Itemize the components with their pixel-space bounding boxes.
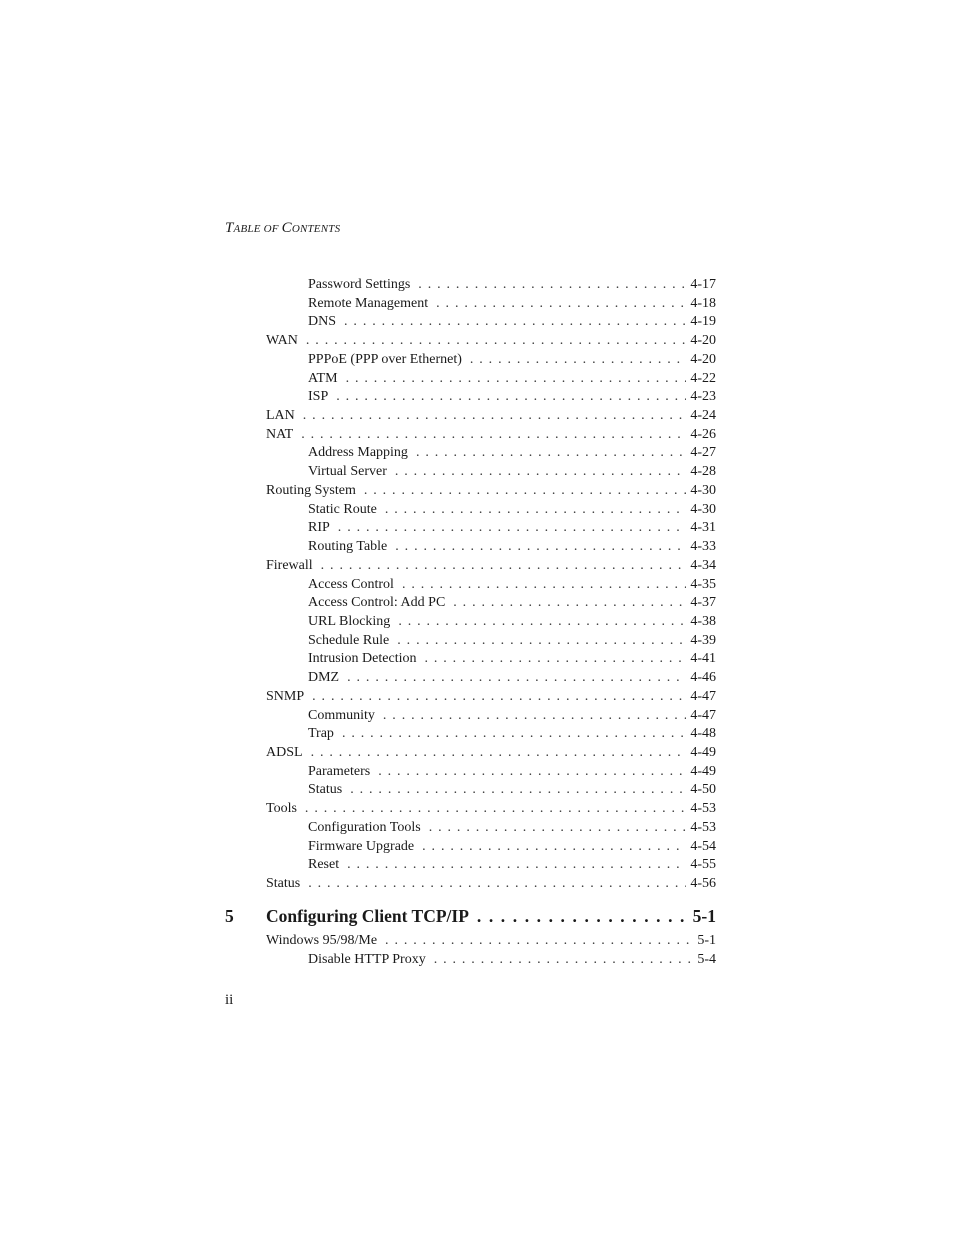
dot-leader	[347, 669, 686, 688]
dot-leader	[346, 370, 687, 389]
toc-entry-title: Schedule Rule	[308, 632, 390, 648]
toc-entry-page: 4-19	[690, 314, 716, 330]
toc-entry-title: Tools	[266, 801, 297, 817]
dot-leader	[303, 407, 687, 426]
dot-leader	[306, 332, 686, 351]
toc-entry[interactable]	[266, 856, 716, 875]
toc-entry-page: 4-31	[690, 520, 716, 536]
toc-entry-page: 4-48	[690, 726, 716, 742]
dot-leader	[378, 763, 686, 782]
dot-leader	[336, 388, 686, 407]
toc-entry-title: Community	[308, 707, 375, 723]
toc-entry-title: Reset	[308, 857, 340, 873]
toc-entry-page: 4-28	[690, 464, 716, 480]
toc-entry[interactable]	[266, 370, 716, 389]
toc-entry-title: Disable HTTP Proxy	[308, 951, 426, 967]
toc-entry[interactable]	[266, 557, 716, 576]
dot-leader	[308, 875, 686, 894]
toc-entry[interactable]	[266, 332, 716, 351]
dot-leader	[383, 707, 686, 726]
dot-leader	[477, 906, 689, 927]
toc-entry[interactable]	[266, 501, 716, 520]
toc-entry-title: LAN	[266, 408, 295, 424]
toc-entry[interactable]	[266, 725, 716, 744]
toc-entry-title: Routing Table	[308, 539, 388, 555]
toc-entry-page: 4-39	[690, 632, 716, 648]
toc-list	[266, 276, 716, 894]
toc-entry[interactable]	[266, 744, 716, 763]
toc-entry-title: Status	[308, 782, 343, 798]
dot-leader	[453, 594, 686, 613]
toc-entry-title: ATM	[308, 370, 338, 386]
toc-entry-page: 5-1	[697, 933, 716, 948]
toc-entry-page: 4-50	[690, 782, 716, 798]
toc-entry[interactable]	[266, 763, 716, 782]
toc-entry[interactable]	[266, 444, 716, 463]
toc-entry[interactable]	[266, 707, 716, 726]
toc-entry[interactable]	[266, 313, 716, 332]
toc-entry-page: 4-55	[690, 857, 716, 873]
toc-entry[interactable]	[266, 800, 716, 819]
toc-entry-page: 4-35	[690, 576, 716, 592]
toc-entry-title: Access Control: Add PC	[308, 595, 446, 611]
toc-entry-page: 4-49	[690, 744, 716, 760]
toc-entry-page: 4-27	[690, 445, 716, 461]
dot-leader	[311, 744, 687, 763]
chapter-heading[interactable]	[225, 906, 716, 930]
toc-entry-title: NAT	[266, 426, 294, 442]
chapter-number: 5	[225, 906, 234, 926]
toc-entry[interactable]	[266, 613, 716, 632]
toc-entry-title: Firewall	[266, 557, 313, 573]
toc-entry-page: 4-34	[690, 557, 716, 573]
running-head-ontents: ONTENTS	[291, 223, 341, 235]
toc-entry[interactable]	[266, 819, 716, 838]
toc-entry-page: 4-18	[690, 295, 716, 311]
toc-entry-title: Windows 95/98/Me	[266, 933, 378, 948]
toc-entry-title: Intrusion Detection	[308, 651, 417, 667]
toc-entry-title: Trap	[308, 726, 334, 742]
toc-entry-page: 4-37	[690, 595, 716, 611]
dot-leader	[402, 576, 686, 595]
toc-entry-page: 4-41	[690, 651, 716, 667]
running-head-initial-t: T	[225, 220, 234, 236]
toc-entry[interactable]	[266, 407, 716, 426]
toc-entry-page: 4-49	[690, 763, 716, 779]
toc-entry[interactable]	[266, 650, 716, 669]
dot-leader	[350, 781, 686, 800]
toc-entry-title: Parameters	[308, 763, 371, 779]
toc-entry[interactable]	[266, 951, 716, 970]
toc-entry-page: 4-26	[690, 426, 716, 442]
toc-entry-page: 4-53	[690, 801, 716, 817]
running-head-initial-c: C	[281, 220, 292, 236]
running-head	[225, 220, 340, 237]
dot-leader	[321, 557, 687, 576]
dot-leader	[344, 313, 686, 332]
toc-entry[interactable]	[266, 276, 716, 295]
dot-leader	[347, 856, 686, 875]
toc-entry-page: 4-33	[690, 539, 716, 555]
dot-leader	[424, 650, 686, 669]
toc-entry[interactable]	[266, 519, 716, 538]
chapter-toc-list	[266, 932, 716, 969]
toc-entry-title: WAN	[266, 333, 298, 349]
toc-entry[interactable]	[266, 875, 716, 894]
toc-entry[interactable]	[266, 932, 716, 951]
toc-entry-page: 4-47	[690, 707, 716, 723]
dot-leader	[397, 632, 686, 651]
toc-entry[interactable]	[266, 463, 716, 482]
dot-leader	[429, 819, 687, 838]
toc-entry-page: 4-38	[690, 613, 716, 629]
toc-entry-page: 5-4	[697, 951, 716, 967]
toc-entry[interactable]	[266, 295, 716, 314]
dot-leader	[422, 838, 686, 857]
toc-entry-title: DNS	[308, 314, 337, 330]
toc-entry-title: Access Control	[308, 576, 394, 592]
dot-leader	[342, 725, 686, 744]
toc-entry-title: SNMP	[266, 688, 305, 704]
toc-entry[interactable]	[266, 688, 716, 707]
dot-leader	[305, 800, 686, 819]
toc-entry-title: URL Blocking	[308, 613, 391, 629]
toc-entry[interactable]	[266, 351, 716, 370]
dot-leader	[385, 932, 693, 951]
toc-entry-page: 4-24	[690, 408, 716, 424]
toc-entry-page: 4-20	[690, 351, 716, 367]
toc-entry-page: 4-54	[690, 838, 716, 854]
dot-leader	[436, 295, 686, 314]
toc-entry-title: Status	[266, 876, 301, 891]
dot-leader	[434, 951, 694, 970]
toc-entry-title: Routing System	[266, 482, 356, 498]
toc-entry-title: RIP	[308, 520, 330, 536]
dot-leader	[364, 482, 686, 501]
dot-leader	[416, 444, 686, 463]
toc-entry[interactable]	[266, 781, 716, 800]
toc-entry[interactable]	[266, 632, 716, 651]
dot-leader	[385, 501, 687, 520]
toc-entry[interactable]	[266, 669, 716, 688]
toc-entry[interactable]	[266, 388, 716, 407]
toc-entry-page: 4-22	[690, 370, 716, 386]
toc-entry-title: Virtual Server	[308, 464, 387, 480]
toc-entry-page: 4-53	[690, 819, 716, 835]
toc-entry[interactable]	[266, 838, 716, 857]
dot-leader	[395, 463, 686, 482]
toc-entry-page: 4-30	[690, 482, 716, 498]
toc-entry[interactable]	[266, 482, 716, 501]
toc-entry-page: 4-30	[690, 501, 716, 517]
page-number: ii	[225, 992, 234, 1008]
dot-leader	[418, 276, 686, 295]
dot-leader	[470, 351, 686, 370]
toc-entry-title: DMZ	[308, 670, 340, 686]
dot-leader	[312, 688, 686, 707]
toc-entry-title: Address Mapping	[308, 445, 408, 461]
toc-entry-page: 4-47	[690, 688, 716, 704]
toc-entry-title: Configuration Tools	[308, 819, 421, 835]
toc-entry-page: 4-20	[690, 333, 716, 349]
toc-entry[interactable]	[266, 576, 716, 595]
toc-entry-title: ISP	[308, 389, 329, 405]
running-head-able-of: ABLE OF	[233, 223, 282, 235]
toc-entry-title: ADSL	[266, 744, 303, 760]
toc-entry-page: 4-46	[690, 670, 716, 686]
toc-entry[interactable]	[266, 426, 716, 445]
toc-entry-title: Password Settings	[308, 277, 411, 292]
dot-leader	[395, 538, 686, 557]
toc-entry[interactable]	[266, 538, 716, 557]
toc-entry-page: 4-17	[690, 277, 716, 292]
chapter-page: 5-1	[692, 906, 716, 926]
toc-entry-title: PPPoE (PPP over Ethernet)	[308, 351, 462, 367]
chapter-title: Configuring Client TCP/IP	[266, 906, 469, 926]
toc-entry-page: 4-56	[690, 876, 716, 891]
dot-leader	[301, 426, 686, 445]
toc-entry-title: Remote Management	[308, 295, 429, 311]
dot-leader	[338, 519, 687, 538]
toc-entry-title: Firmware Upgrade	[308, 838, 415, 854]
toc-entry[interactable]	[266, 594, 716, 613]
toc-entry-page: 4-23	[690, 389, 716, 405]
dot-leader	[398, 613, 686, 632]
toc-entry-title: Static Route	[308, 501, 377, 517]
